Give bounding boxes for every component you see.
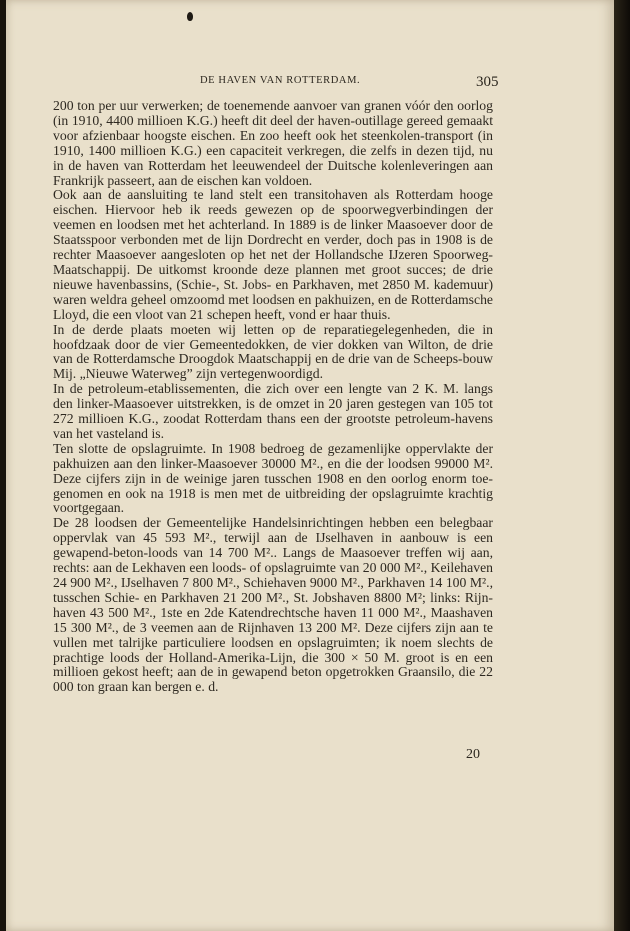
paragraph: In de derde plaats moeten wij letten op de reparatiegelegenheden, die in hoofdzaak door de vier Gemeentedokken, de vier dokken van Wilton, de drie van de Rotterdamsche Droogdok Maatschappij en de drie van de Scheeps-bouw Mij. „Nieuwe Waterweg” zijn vertegenwoordigd. xyxy=(53,321,493,382)
paragraph: Ten slotte de opslagruimte. In 1908 bedroeg de gezamenlijke oppervlakte der pakhuizen aan den linker-Maasoever 30000 M²., en die der loodsen 99000 M². Deze cijfers zijn in de weinige jaren tusschen 1908 en den oorlog enorm toe-genomen en ook na 1918 is men met de uitbreiding der opslagruimte krachtig voortgegaan. xyxy=(53,440,493,516)
ink-mark xyxy=(187,12,193,21)
paragraph: Ook aan de aansluiting te land stelt een transitohaven als Rotterdam hooge eischen. Hiervoor heb ik reeds gewezen op de spoorwegverbindingen der veemen en loodsen met het achterland. In 1889 is de linker Maasoever door de Staatsspoor verbonden met de lijn Dordrecht en verder, doch pas in 1908 is de rechter Maasoever aangesloten op het net der Hollandsche IJzeren Spoorweg-Maatschappij. De uitkomst kroonde deze plannen met groot succes; de drie nieuwe havenbassins, (Schie-, St. Jobs- en Parkhaven, met 2850 M. kademuur) waren weldra geheel omzoomd met loodsen en pakhuizen, en de Rotterdamsche Lloyd, die een vloot van 21 schepen heeft, vond er haar thuis. xyxy=(53,187,493,322)
page-number: 305 xyxy=(476,74,499,90)
paragraph: 200 ton per uur verwerken; de toenemende aanvoer van granen vóór den oorlog (in 1910, 4400 millioen K.G.) heeft dit deel der haven-outillage gereed gemaakt voor afzienbaar hoogste eischen. En zoo heeft ook het steenkolen-transport (in 1910, 1400 millioen K.G.) een capaciteit verkregen, die zelfs in dezen tijd, nu in de haven van Rotterdam het leeuwendeel der Duitsche kolenleveringen aan Frankrijk passeert, aan de eischen kan voldoen. xyxy=(53,98,493,188)
body-text xyxy=(53,99,493,695)
running-title: DE HAVEN VAN ROTTERDAM. xyxy=(200,75,361,86)
book-page xyxy=(6,0,614,931)
paragraph: In de petroleum-etablissementen, die zich over een lengte van 2 K. M. langs den linker-Maasoever uitstrekken, is de omzet in 20 jaren gestegen van 105 tot 272 millioen K.G., zoodat Rotterdam thans een der grootste petroleum-havens van het vasteland is. xyxy=(53,381,493,441)
paragraph: De 28 loodsen der Gemeentelijke Handelsinrichtingen hebben een belegbaar oppervlak van 45 593 M²., terwijl aan de IJselhaven in aanbouw is een gewapend-beton-loods van 14 700 M².. Langs de Maasoever treffen wij aan, rechts: aan de Lekhaven een loods- of opslagruimte van 20 000 M²., Keilehaven 24 900 M²., IJselhaven 7 800 M²., Schiehaven 9000 M²., Parkhaven 14 100 M²., tusschen Schie- en Parkhaven 21 200 M²., St. Jobshaven 8800 M²; links: Rijn-haven 43 500 M²., 1ste en 2de Katendrechtsche haven 11 000 M²., Maashaven 15 300 M²., de 3 veemen aan de Rijnhaven 13 200 M². Deze cijfers zijn aan te vullen met talrijke particuliere loodsen en opslagruimten; ik noem slechts de prachtige loods der Holland-Amerika-Lijn, die 300 × 50 M. groot is en een millioen gekost heeft; aan de in gewapend beton opgetrokken Graansilo, die 22 000 ton graan kan bergen e. d. xyxy=(53,515,493,695)
signature-mark: 20 xyxy=(466,747,480,762)
page-edge xyxy=(614,0,630,931)
